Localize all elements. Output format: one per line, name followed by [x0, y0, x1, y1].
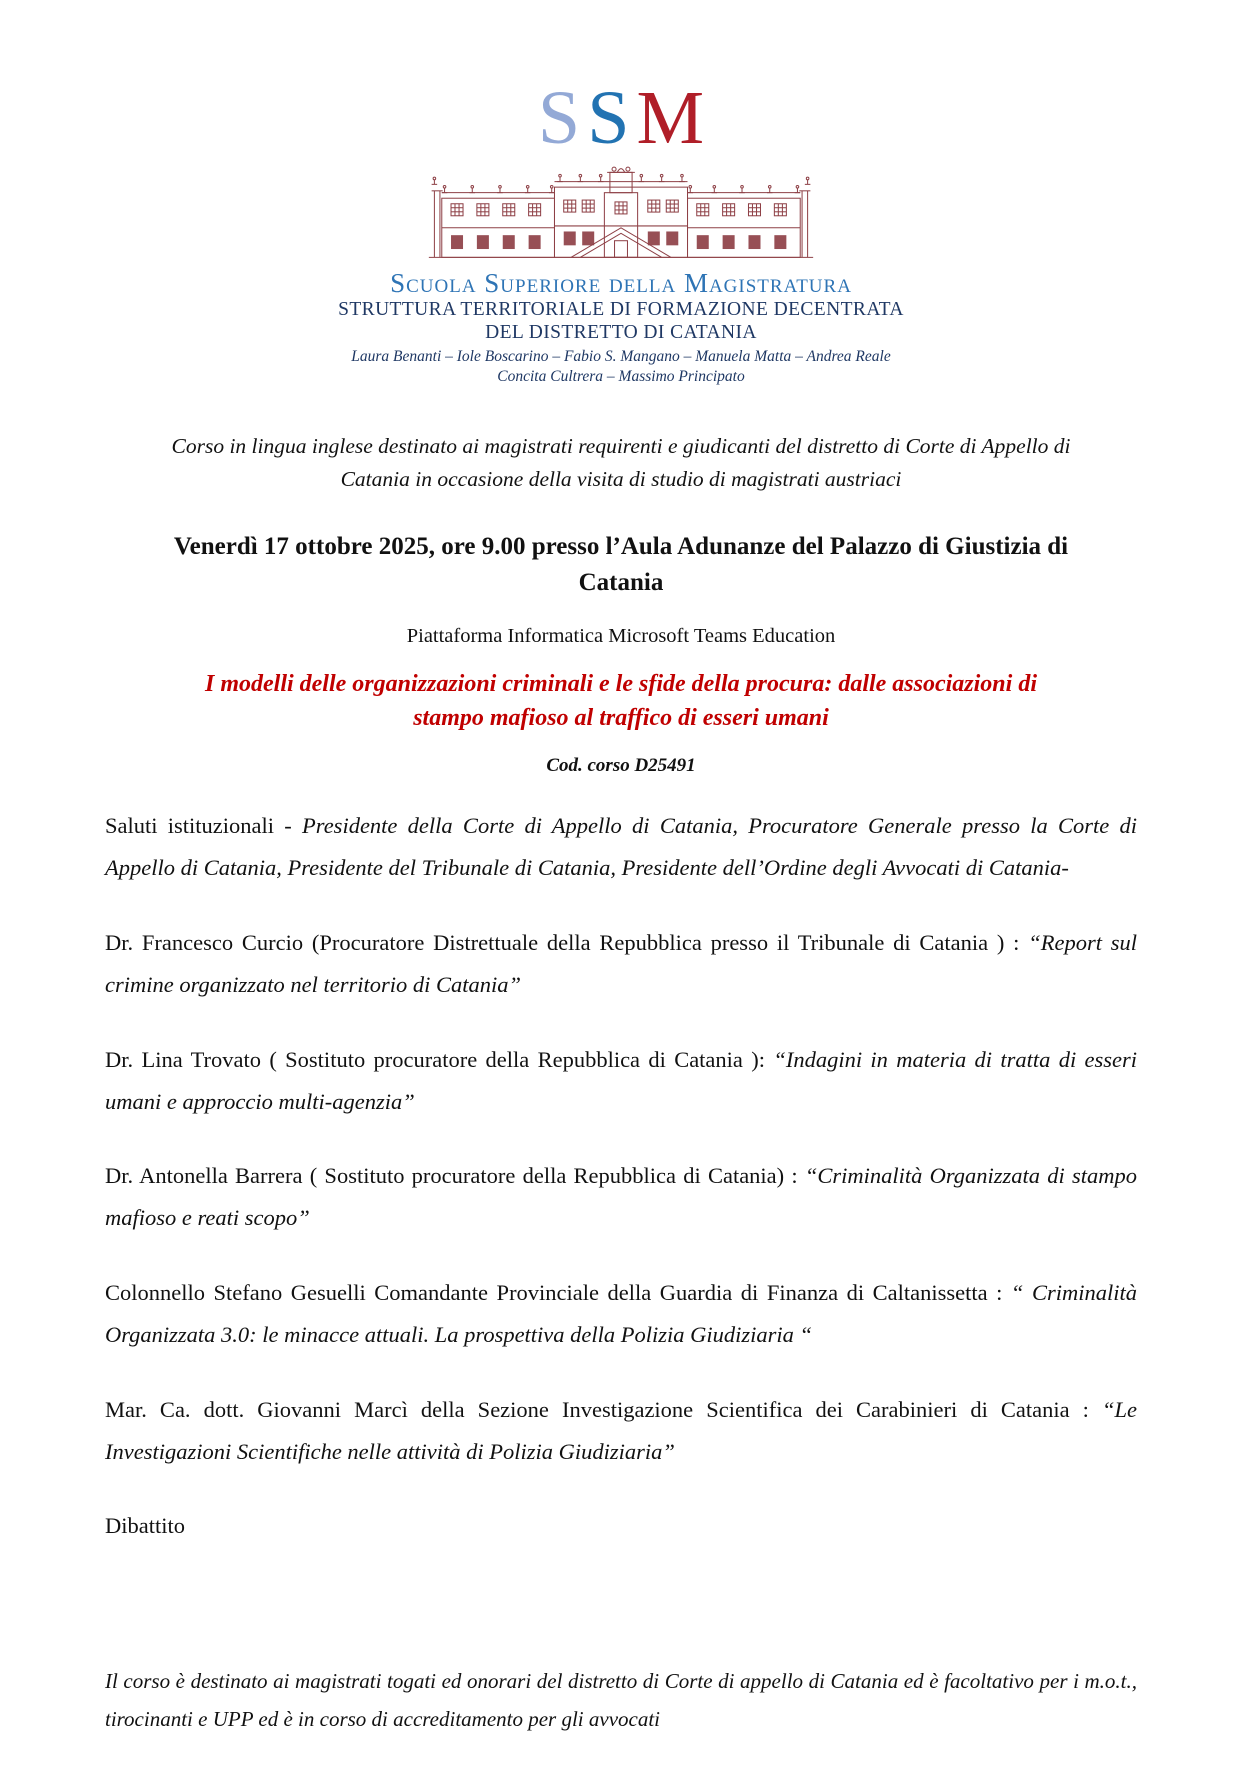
course-title: I modelli delle organizzazioni criminali e le sfide della procura: dalle associazioni di stampo mafioso al traffico di esseri umani [204, 671, 1037, 731]
program-item-marci [105, 1389, 1137, 1473]
organizers-line-2: Concita Cultrera – Massimo Principato [497, 367, 745, 385]
program-item-saluti [105, 805, 1137, 889]
program-item-talk-title: “Indagini in materia di tratta di esseri umani e approccio multi-agenzia” [105, 1046, 1138, 1114]
program-item-lead: Mar. Ca. dott. Giovanni Marcì della Sezione Investigazione Scientifica dei Carabinieri di Catania : [105, 1396, 1102, 1422]
structure-line-1: STRUTTURA TERRITORIALE DI FORMAZIONE DECENTRATA [338, 299, 904, 321]
program-item-trovato [105, 1039, 1137, 1123]
ssm-logo [105, 76, 1137, 160]
document-header [105, 76, 1137, 386]
footer-accreditation-note: Il corso è destinato ai magistrati togati ed onorari del distretto di Corte di appello di Catania ed è facoltativo per i m.o.t., tirocinanti e UPP ed è in corso di accreditamento per gli avvocati [105, 1669, 1137, 1731]
school-name: Scuola Superiore della Magistratura [390, 267, 852, 298]
ssm-logo-letter-s2: S [587, 76, 637, 160]
program-item-talk-title: “Le Investigazioni Scientifiche nelle attività di Polizia Giudiziaria” [105, 1396, 1137, 1464]
document-body [105, 430, 1137, 1738]
program-item-talk-title: “Report sul crimine organizzato nel territorio di Catania” [105, 930, 1137, 997]
program-item-lead: Dr. Lina Trovato ( Sostituto procuratore della Repubblica di Catania ): [105, 1046, 774, 1072]
structure-line-2: DEL DISTRETTO DI CATANIA [485, 322, 757, 344]
program-item-lead: Saluti istituzionali - [105, 813, 303, 839]
program-list [105, 805, 1137, 1547]
palazzo-building-illustration [427, 161, 815, 265]
program-item-barrera [105, 1155, 1137, 1239]
program-item-gesuelli [105, 1272, 1137, 1356]
program-item-lead: Colonnello Stefano Gesuelli Comandante Provinciale della Guardia di Finanza di Caltanissetta : [105, 1280, 1011, 1306]
program-item-lead: Dr. Francesco Curcio (Procuratore Distrettuale della Repubblica presso il Tribunale di Catania ) : [105, 930, 1029, 956]
platform-line: Piattaforma Informatica Microsoft Teams Education [406, 625, 836, 648]
organizers-line-1: Laura Benanti – Iole Boscarino – Fabio S. Mangano – Manuela Matta – Andrea Reale [351, 348, 891, 366]
course-language-note: Corso in lingua inglese destinato ai magistrati requirenti e giudicanti del distretto di Corte di Appello di Catania in occasione della visita di studio di magistrati austriaci [171, 434, 1071, 492]
event-datetime-location: Venerdì 17 ottobre 2025, ore 9.00 presso l’Aula Adunanze del Palazzo di Giustizia di Catania [173, 532, 1069, 596]
palazzo-windows-upper [451, 200, 786, 216]
program-item-curcio [105, 922, 1137, 1006]
course-code: Cod. corso D25491 [546, 755, 696, 777]
ssm-logo-letter-s1: S [537, 76, 588, 160]
program-item-detail: Presidente della Corte di Appello di Catania, Procuratore Generale presso la Corte di Appello di Catania, Presidente del Tribunale di Catania, Presidente dell’Ordine degli Avvocati di Catania- [105, 813, 1137, 881]
program-item-talk-title: “Criminalità Organizzata di stampo mafioso e reati scopo” [105, 1163, 1137, 1231]
program-item-talk-title: “ Criminalità Organizzata 3.0: le minacce attuali. La prospettiva della Polizia Giudiziaria “ [105, 1280, 1137, 1347]
palazzo-finials [432, 174, 811, 192]
ssm-logo-letter-m: M [636, 76, 705, 160]
program-item-dibattito: Dibattito [105, 1513, 185, 1539]
program-item-lead: Dr. Antonella Barrera ( Sostituto procuratore della Repubblica di Catania) : [105, 1163, 805, 1189]
